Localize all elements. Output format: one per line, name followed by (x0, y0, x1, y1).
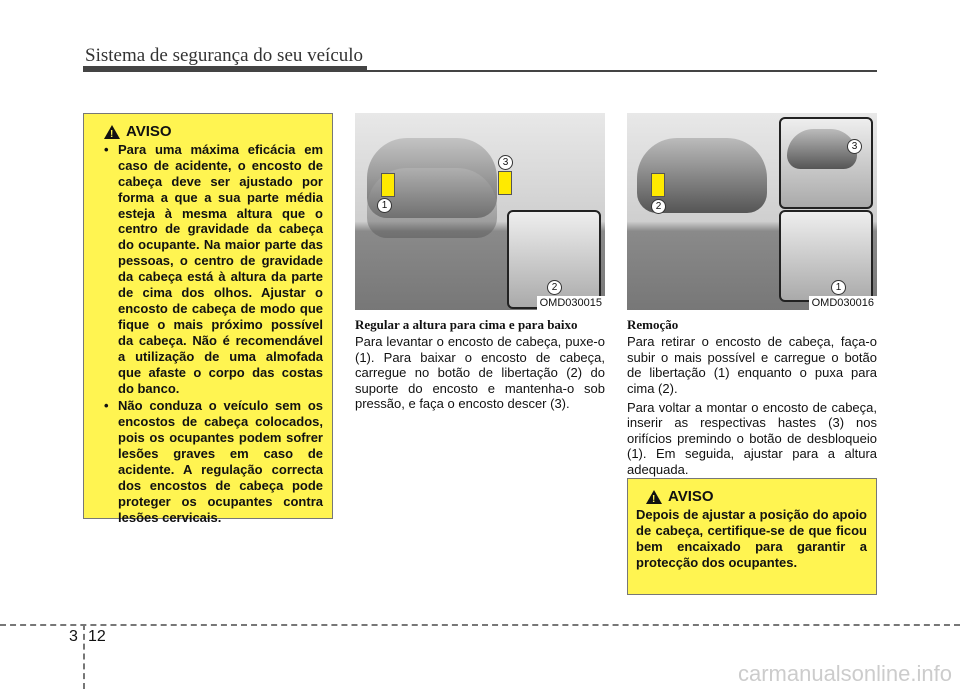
header-line (367, 70, 877, 72)
section-heading: Remoção (627, 317, 679, 332)
label: 2 (547, 280, 562, 295)
arrow-up-icon (651, 173, 665, 197)
page-number: 12 (88, 628, 106, 645)
label: 3 (498, 155, 513, 170)
label: 3 (847, 139, 862, 154)
paragraph: Para levantar o encosto de cabeça, puxe-o (1). Para baixar o encosto de cabeça, carregue no botão de libertação (2) do suporte do encosto e mantenha-o sob pressão, e faça o encosto descer (3). (355, 334, 605, 412)
figure-code: OMD030016 (809, 296, 877, 310)
inset-detail (507, 210, 601, 309)
watermark: carmanualsonline.info (737, 661, 952, 686)
warning-title: AVISO (668, 488, 714, 505)
section-header: Sistema de segurança do seu veículo (85, 45, 364, 66)
warning-item: • Para uma máxima eficácia em caso de acidente, o encosto de cabeça deve ser ajustado por forma a que a sua parte média esteja à mesma altura que o centro de gravidade da cabeça do ocupante. Na maior parte das pessoas, o centro de gravidade da cabeça está à altura da parte de cima dos olhos. Ajustar o encosto de cabeça de modo que fique o mais próximo possível da cabeça. Não é recomendável a utilização de uma almofada que afaste o corpo das costas do banco. (104, 142, 323, 397)
warning-triangle-icon (104, 125, 120, 139)
warning-title: AVISO (126, 123, 172, 140)
label: 1 (831, 280, 846, 295)
header-bar (83, 66, 367, 72)
figure-remove-headrest (627, 113, 877, 310)
arrow-down-icon (498, 171, 512, 195)
section-removal (627, 317, 877, 481)
warning-text: Depois de ajustar a posição do apoio de cabeça, certifique-se de que ficou bem encaixado para garantir a protecção dos ocupantes. (636, 506, 867, 570)
warning-item: • Não conduza o veículo sem os encostos de cabeça colocados, pois os ocupantes podem sofrer lesões graves em caso de acidente. A regulação correcta dos encostos de cabeça pode proteger os ocupantes contra lesões cervicais. (104, 398, 323, 525)
warning-box-2 (627, 478, 877, 595)
label: 1 (377, 198, 392, 213)
warning-triangle-icon (646, 490, 662, 504)
footer-divider-vertical (83, 624, 85, 689)
warning-box-1 (83, 113, 333, 525)
inset-detail (779, 210, 873, 302)
paragraph: Para voltar a montar o encosto de cabeça, inserir as respectivas hastes (3) nos orifícios premindo o botão de desbloqueio (1). Em seguida, ajustar para a altura adequada. (627, 400, 877, 477)
section-heading: Regular a altura para cima e para baixo (355, 317, 578, 332)
figure-code: OMD030015 (537, 296, 605, 310)
paragraph: Para retirar o encosto de cabeça, faça-o subir o mais possível e carregue o botão de libertação (1) enquanto o puxa para cima (2). (627, 334, 877, 396)
footer-divider (0, 624, 960, 626)
section-adjust (355, 317, 605, 415)
label: 2 (651, 199, 666, 214)
chapter-number: 3 (69, 628, 78, 645)
figure-adjust-headrest (355, 113, 605, 310)
inset-top (779, 117, 873, 209)
arrow-up-icon (381, 173, 395, 197)
